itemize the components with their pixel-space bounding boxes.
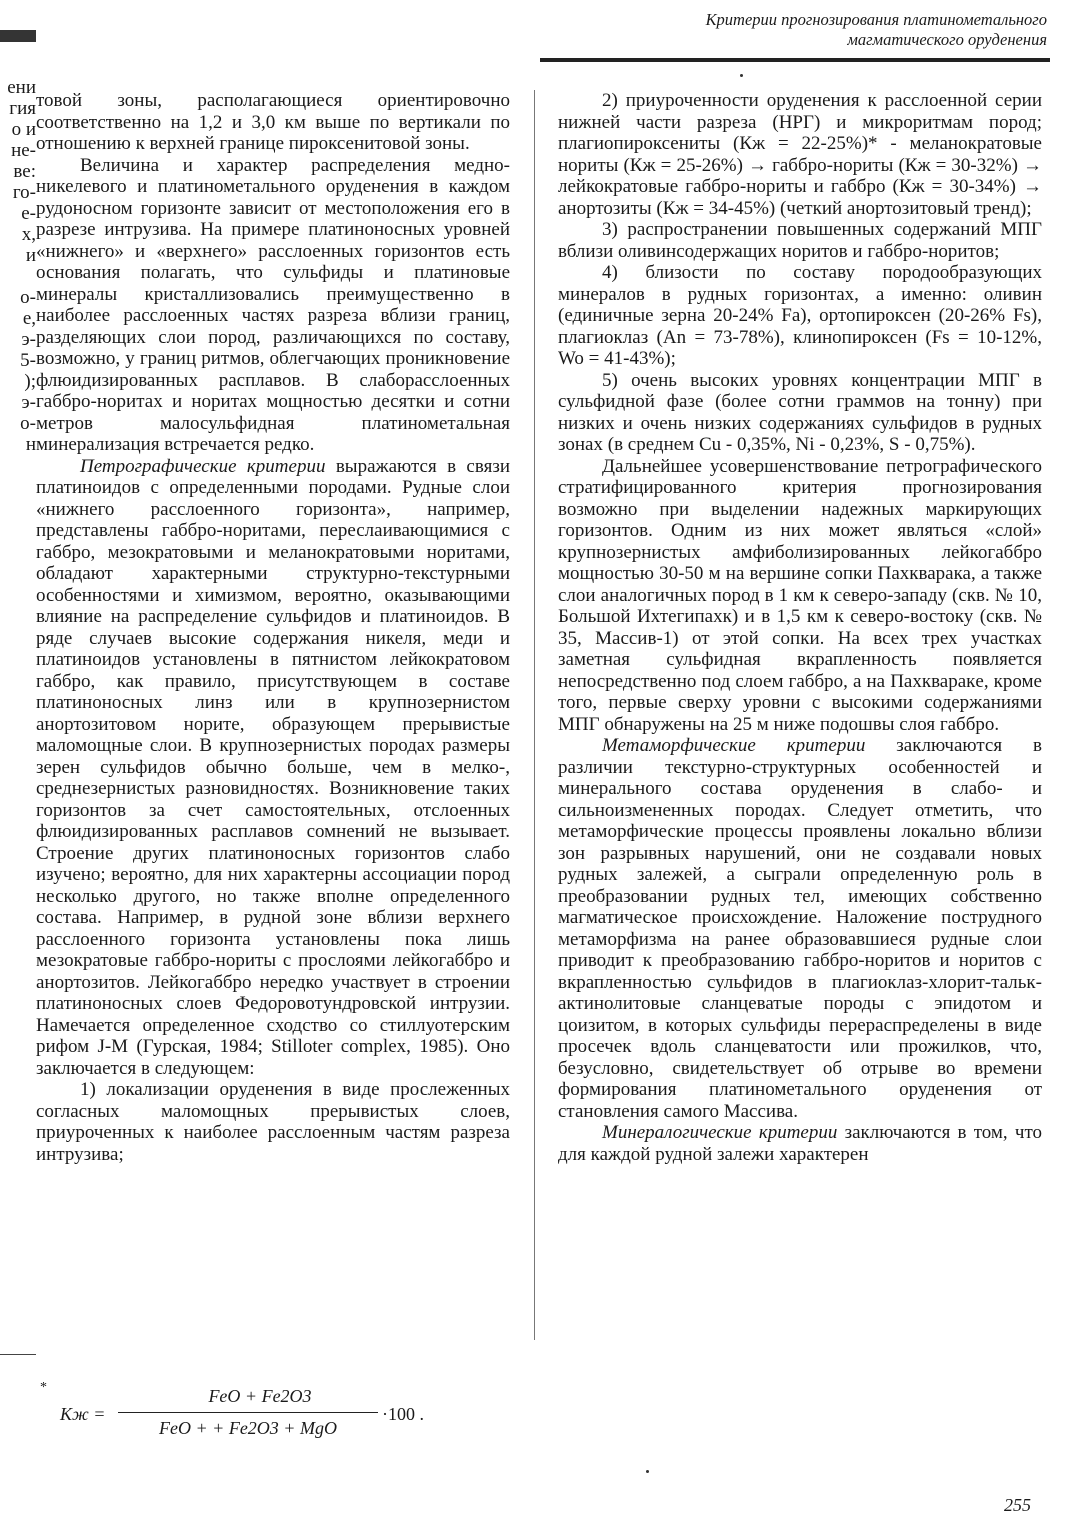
footnote-rule: [0, 1354, 36, 1355]
edge-fragment: гия: [9, 99, 36, 119]
footnote: [40, 1380, 560, 1450]
paragraph: [36, 90, 510, 155]
paragraph: [558, 219, 1042, 262]
paragraph-text: 5) очень высоких уровнях концентрации МПГ в сульфидной фазе (более сотни граммов на тонну) при низких и очень низких содержаниях сульфидов в рудных зонах (в среднем Cu - 0,35%, Ni - 0,23%, S - 0,75%).: [558, 369, 1042, 455]
paragraph-text: Величина и характер распределения медно-никелевого и платинометального оруденения в каждом рудоносном горизонте зависит от местоположения его в разрезе интрузива. На примере платиноносных уровней «нижнего» и «верхнего» расслоенных горизонтов есть основания полагать, что сульфиды и платиновые минералы кристаллизовались преимущественно в наиболее расслоенных частях разреза вблизи границ, разделяющих слои пород, различающихся по составу, возможно, у границ ритмов, облегчающих проникновение флюидизированных расплавов. В слаборасслоенных габбро-норитах и норитах мощностью десятки и сотни метров малосульфидная платинометальная минерализация встречается редко.: [36, 154, 510, 455]
running-header: [447, 10, 1047, 50]
page-number: 255: [1004, 1495, 1031, 1515]
paragraph-text: 1) локализации оруденения в виде прослеженных согласных маломощных прерывистых слоев, приуроченных к наиболее расслоенным частям разреза интрузива;: [36, 1079, 510, 1165]
edge-fragment: х,: [21, 225, 36, 245]
binding-shadow: [0, 30, 36, 42]
paragraph-text: заключаются в различии текстурно-структурных особенностей и минерального состава оруденения в слабо- и сильноизмененных породах. Следует отметить, что метаморфические процессы проявлены локально вблизи зон разрывных нарушений, они не создавали новых рудных залежей, а сыграли определенную роль в преобразовании рудных тел, имеющих собственно магматическое происхождение. Наложение пострудного метаморфизма на ранее образовавшиеся рудные слои приводит к преобразованию габбро-норитов и норитов с вкрапленностью сульфидов в плагиоклаз-хлорит-тальк-актинолитовые сланцеватые породы с эпидотом и цоизитом, в которых сульфиды перераспределены в виде просечек вдоль сланцеватости или прожилков, что, безусловно, свидетельствует об отрыве во времени формирования платинометального оруденения от становления самого Массива.: [558, 735, 1042, 1122]
right-column: [558, 90, 1042, 1165]
edge-fragment: о и: [11, 120, 36, 140]
speck: [646, 1470, 649, 1473]
adjacent-page-edge: [0, 0, 36, 1530]
speck: [740, 74, 743, 77]
edge-fragment: о-: [20, 414, 36, 434]
paragraph: [558, 370, 1042, 456]
paragraph-text: заключаются в том, что для каждой рудной залежи характерен: [558, 1122, 1042, 1165]
section-lead: Метаморфические критерии: [602, 735, 866, 756]
edge-fragment: ени: [7, 78, 36, 98]
edge-fragment: э-: [21, 330, 36, 350]
paragraph-text: выражаются в связи платиноидов с определенными породами. Рудные слои «нижнего расслоенного горизонта», например, представлены габбро-норитами, переслаивающимися с габбро, мезократовыми и меланократовыми норитами, обладают характерными структурно-текстурными особенностями и химизмом, вероятно, оказывающими влияние на распределение сульфидов и платиноидов. В ряде случаев высокие содержания никеля, меди и платиноидов установлены в пятнистом лейкократовом габбро, как правило, присутствующем в составе платиноносных линз или в крупнозернистом анортозитовом норите, образующем прерывистые маломощные слои. В крупнозернистых породах размеры зерен сульфидов обычно больше, чем в мелко-, среднезернистых разновидностях. Возникновение таких горизонтов за счет самостоятельных, отслоенных флюидизированных расплавов сомнений не вызывает. Строение других платиноносных горизонтов слабо изучено; вероятно, для них характерны ассоциации пород несколько другого, но также вполне определенного состава. Например, в рудной зоне вблизи верхнего расслоенного горизонта установлены пока лишь мезократовые габбро-нориты с прослоями лейкогаббро и анортозитов. Лейкогаббро нередко участвует в строении платиноносных слоев Федоровотундровской интрузии. Намечается определенное сходство со стиллуотерским рифом J-M (Гурская, 1984; Stilloter complex, 1985). Оно заключается в следующем:: [36, 455, 510, 1079]
formula-numerator: FeO + Fe2O3: [208, 1386, 312, 1406]
header-rule: [540, 58, 1050, 62]
paragraph: [558, 90, 1042, 219]
header-line-1: Критерии прогнозирования платинометального: [705, 10, 1047, 29]
paragraph: [36, 155, 510, 456]
paragraph: [558, 456, 1042, 736]
paragraph-text: 3) распространении повышенных содержаний МПГ вблизи оливинсодержащих норитов и габбро-норитов;: [558, 219, 1042, 262]
paragraph-text: 2) приуроченности оруденения к расслоенной серии нижней части разреза (НРГ) и микроритмам пород; плагиопироксениты (Кж = 22-25%)* - меланократовые нориты (Кж = 25-26%) → габбро-нориты (Кж = 30-32%) → лейкократовые габбро-нориты и габбро (Кж = 30-34%) → анортозиты (Кж = 34-45%) (четкий анортозитовый тренд);: [558, 90, 1042, 219]
paragraph: [558, 735, 1042, 1122]
paragraph-text: Дальнейшее усовершенствование петрографического стратифицированного критерия прогнозирования возможно при выделении надежных маркирующих горизонтов. Одним из них может являться «слой» крупнозернистых амфиболизированных лейкогаббро мощностью 30-50 м на вершине сопки Пахкварака, а также слои аналогичных пород в 1 км к северо-западу (скв. № 10, Большой Ихтегипахк) и в 1,5 км к северо-востоку (скв. № 35, Массив-1) от этой сопки. На всех трех участках заметная сульфидная вкрапленность появляется непосредственно под слоем габбро, а на Пахкваракe, кроме того, первые сверху уровни с высокими содержаниями МПГ обнаружены на 25 м ниже подошвы слоя габбро.: [558, 455, 1042, 735]
header-line-2: магматического оруденения: [847, 30, 1047, 49]
paragraph-text: 4) близости по составу породообразующих минералов в рудных горизонтах, а именно: оливин (единичные зерна 20-24% Fa), ортопироксен (20-26% Fs), плагиоклаз (An = 73-78%), клинопироксен (Fs = 10-12%, Wo = 41-43%);: [558, 262, 1042, 369]
formula-denominator: FeO + + Fe2O3 + MgO: [159, 1418, 337, 1438]
section-lead: Петрографические критерии: [80, 455, 326, 477]
edge-fragment: го-: [12, 183, 36, 203]
edge-fragment: 5-: [20, 351, 36, 371]
edge-fragment: е-: [21, 204, 36, 224]
paragraph: [36, 456, 510, 1080]
formula-lhs: Кж =: [60, 1404, 106, 1424]
edge-fragment: н: [25, 435, 36, 455]
edge-fragment: е,: [22, 309, 36, 329]
paragraph: [558, 262, 1042, 370]
fraction-bar: [118, 1412, 378, 1413]
footnote-marker: *: [40, 1380, 47, 1395]
paragraph: [558, 1122, 1042, 1165]
left-column: [36, 90, 510, 1165]
paragraph: [36, 1079, 510, 1165]
edge-fragment: );: [24, 372, 36, 392]
formula-multiplier: ·100 .: [382, 1404, 424, 1424]
edge-fragment: и: [25, 246, 36, 266]
edge-fragment: о-: [20, 288, 36, 308]
paragraph-text: товой зоны, располагающиеся ориентировочно соответственно на 1,2 и 3,0 км выше по вертикали по отношению к верхней границе пироксенитовой зоны.: [36, 90, 510, 154]
edge-fragment: не-: [11, 141, 36, 161]
column-divider: [534, 90, 535, 1340]
section-lead: Минералогические критерии: [602, 1122, 838, 1143]
edge-fragment: ве:: [13, 162, 36, 182]
edge-fragment: э-: [21, 393, 36, 413]
